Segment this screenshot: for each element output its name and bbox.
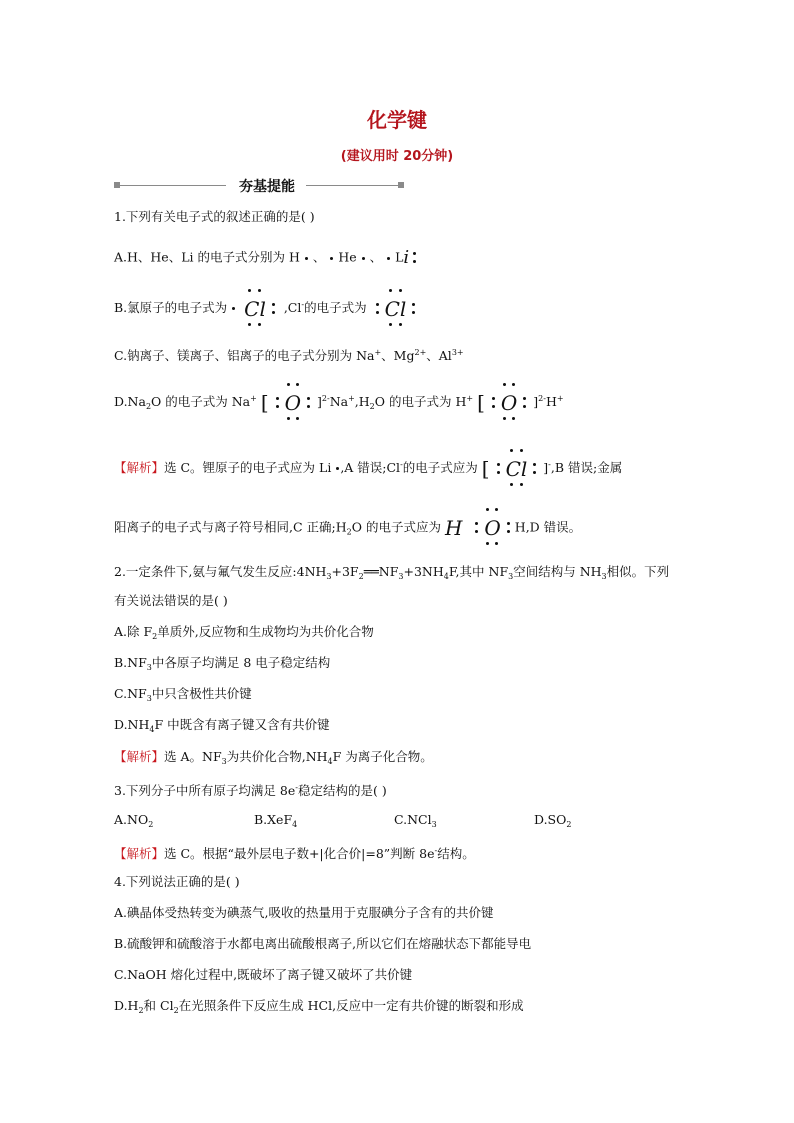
q1-d-h: H [545,394,557,409]
left-bracket: [ [477,390,485,415]
cl-ion-electron-formula-answer: Cl [506,457,528,481]
q1-d-prefix: D.Na [114,394,146,409]
superscript: - [400,460,403,469]
superscript: + [466,394,474,403]
right-bracket: ] [533,394,539,409]
q1-option-a [114,246,409,270]
superscript: 2- [321,394,330,403]
q1-a-he: He [338,249,357,265]
q1-d-mid: O 的电子式为 Na [151,394,251,409]
q1-d-mid3: O 的电子式为 H [374,394,467,409]
cl-atom-electron-formula: Cl [244,297,266,321]
question-4-stem: 4.下列说法正确的是( ) [114,874,240,889]
q1-c-sep2: 、Al [426,348,452,363]
electron-dot [336,467,339,470]
superscript: 3+ [451,348,464,357]
q3-option-c: C.NCl$_3$ [394,812,437,829]
q1-analysis-line-1 [114,456,622,481]
q1-ans2b: O 的电子式应为 [351,519,441,535]
q1-a-sep1: 、 [312,249,326,265]
electron-dot [330,257,333,260]
subscript: 2 [369,402,375,411]
superscript: + [348,394,355,403]
section-header [114,176,404,196]
subscript: 2 [346,527,352,537]
q1-d-mid2: ,H [354,394,370,409]
q4-option-a: A.碘晶体受热转变为碘蒸气,吸收的热量用于克服碘分子含有的共价键 [114,905,494,920]
q2-option-a: A.除 $F_2$单质外,反应物和生成物均为共价化合物 [114,624,374,641]
h-symbol: H [444,516,463,540]
question-1-stem: 1.下列有关电子式的叙述正确的是( ) [114,209,315,224]
right-bracket: ] [543,460,549,475]
electron-dot [387,257,390,260]
q1-ans1b: ,A 错误;Cl [340,460,401,475]
page-title: 化学键 [367,108,427,132]
section-rule-right [306,185,398,186]
q1-option-b [114,296,416,321]
q1-c-sep1: 、Mg [381,348,415,363]
q1-ans2: 阳离子的电子式与离子符号相同,C 正确;H [114,519,347,535]
superscript: + [556,394,564,403]
superscript: 2- [538,394,546,403]
electron-dot [305,257,308,260]
q1-option-d [114,390,564,416]
question-3-stem: 3.下列分子中所有原子均满足 8e-稳定结构的是( ) [114,783,387,798]
analysis-tag: 【解析】 [114,460,165,475]
q1-b-prefix: B.氯原子的电子式为 [114,300,228,315]
q3-analysis: 【解析】选 C。根据“最外层电子数+|化合价|=8”判断 8e-结构。 [114,846,475,861]
section-label: 夯基提能 [239,179,295,195]
q3-option-a: $A.NO_2$ [114,812,154,829]
question-2-stem-line-1: 2.一定条件下,氨与氟气发生反应$:4NH_3+3F_2══NF_3+3NH_4F$,其中 $NF_3$空间结构与 $NH_3$相似。下列 [114,564,670,581]
q1-ans1: 选 C。锂原子的电子式应为 Li [164,460,332,475]
left-bracket: [ [481,456,490,481]
q1-b-mid: ,Cl [283,300,302,315]
q1-ans1e: ,B 错误;金属 [550,460,623,475]
q1-option-c [114,344,464,365]
q1-d-na: Na [329,394,349,409]
q1-a-sep2: 、 [369,249,383,265]
cl-ion-electron-formula: Cl [385,297,407,321]
q4-option-c: C.NaOH 熔化过程中,既破坏了离子键又破坏了共价键 [114,967,413,982]
q1-a-prefix: A.H、He、Li 的电子式分别为 H [114,249,300,265]
q1-ans1c: 的电子式应为 [402,460,478,475]
superscript: 2+ [414,348,427,357]
question-2-stem-line-2: 有关说法错误的是( ) [114,593,228,608]
q2-option-c: $C.NF_3$中只含极性共价键 [114,686,252,703]
q3-option-d: $D.SO_2$ [534,812,572,829]
page-subtitle: (建议用时 20分钟) [340,149,454,164]
q1-c-text: C.钠离子、镁离子、铝离子的电子式分别为 Na [114,348,375,363]
q4-option-d: $D.H_2$和 $Cl_2$在光照条件下反应生成 HCl,反应中一定有共价键的断裂和形成 [114,998,524,1015]
q2-option-d: $D.NH_4F$ 中既含有离子键又含有共价键 [114,717,330,734]
li-electron-symbol: i [403,246,409,270]
subscript: 2 [145,402,152,411]
q1-analysis-line-2 [114,516,581,542]
q1-a-li: L [395,249,404,265]
section-marker-right [398,182,404,188]
o-ion-electron-formula-2: O [501,391,517,415]
q3-option-b: B.XeF$_4$ [254,812,298,829]
right-bracket: ] [317,394,322,409]
electron-dot [362,257,365,260]
q2-analysis: 【解析】选 A。$NF_3$为共价化合物$,NH_4F$ 为离子化合物。 [114,749,433,766]
q2-option-b: $B.NF_3$中各原子均满足 8 电子稳定结构 [114,655,331,672]
superscript: + [374,348,382,357]
o-ion-electron-formula: O [285,391,301,415]
left-bracket: [ [260,390,269,415]
q4-option-b: B.硫酸钾和硫酸溶于水都电离出硫酸根离子,所以它们在熔融状态下都能导电 [114,936,532,951]
section-rule-left [120,185,226,186]
superscript: - [548,460,551,469]
superscript: + [250,394,257,403]
q1-b-mid2: 的电子式为 [304,300,367,315]
electron-dot [232,307,235,310]
superscript: - [301,300,305,309]
water-o-electron-formula: O [484,516,500,540]
q1-ans2c: H,D 错误。 [514,519,582,535]
